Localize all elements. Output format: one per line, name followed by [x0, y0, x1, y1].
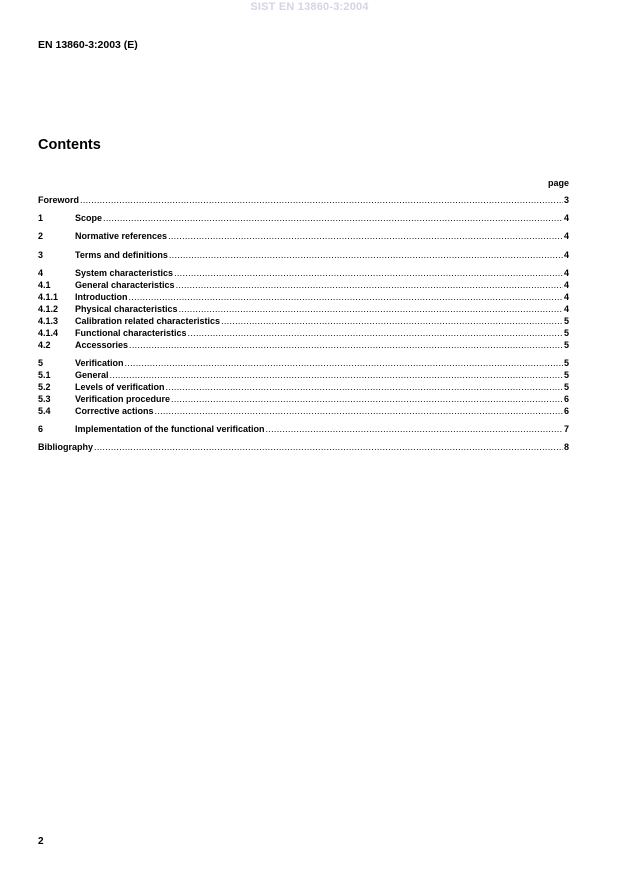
toc-entry-title: Verification procedure	[75, 394, 171, 404]
toc-entry[interactable]	[38, 382, 569, 393]
toc-entry-title: Implementation of the functional verification	[75, 424, 265, 434]
toc-entry-page: 4	[563, 268, 569, 278]
toc-entry-number: 4.2	[38, 340, 51, 350]
toc-entry-number: 5.3	[38, 394, 51, 404]
toc-dot-leader	[110, 370, 563, 381]
toc-entry-page: 4	[563, 213, 569, 223]
toc-entry-title: System characteristics	[75, 268, 174, 278]
toc-entry[interactable]	[38, 292, 569, 303]
toc-dot-leader	[125, 358, 563, 369]
toc-entry-number: 4.1.1	[38, 292, 59, 302]
toc-entry-title: Bibliography	[38, 442, 94, 452]
toc-entry-page: 4	[563, 231, 569, 241]
toc-entry-page: 3	[563, 195, 569, 205]
toc-entry-page: 5	[563, 328, 569, 338]
toc-entry-page: 5	[563, 358, 569, 368]
toc-entry[interactable]	[38, 280, 569, 291]
toc-entry[interactable]	[38, 340, 569, 351]
document-id: EN 13860-3:2003 (E)	[38, 39, 138, 51]
toc-entry-page: 4	[563, 280, 569, 290]
toc-entry[interactable]	[38, 231, 569, 242]
toc-entry-title: Normative references	[75, 231, 168, 241]
toc-entry[interactable]	[38, 394, 569, 405]
toc-entry-number: 4.1.3	[38, 316, 59, 326]
toc-entry[interactable]	[38, 316, 569, 327]
toc-entry-number: 5	[38, 358, 44, 368]
toc-dot-leader	[171, 394, 563, 405]
toc-entry[interactable]	[38, 304, 569, 315]
toc-entry[interactable]	[38, 250, 569, 261]
toc-dot-leader	[94, 442, 563, 453]
toc-entry[interactable]	[38, 406, 569, 417]
toc-dot-leader	[266, 424, 563, 435]
toc-entry[interactable]	[38, 328, 569, 339]
toc-entry[interactable]	[38, 268, 569, 279]
toc-dot-leader	[129, 340, 563, 351]
toc-entry-page: 7	[563, 424, 569, 434]
toc-dot-leader	[188, 328, 563, 339]
toc-entry-page: 5	[563, 316, 569, 326]
toc-entry-page: 5	[563, 370, 569, 380]
toc-entry-title: General	[75, 370, 109, 380]
toc-entry-page: 5	[563, 382, 569, 392]
toc-dot-leader	[179, 304, 563, 315]
toc-entry-title: Verification	[75, 358, 124, 368]
toc-dot-leader	[174, 268, 563, 279]
toc-entry-title: Functional characteristics	[75, 328, 187, 338]
toc-entry-number: 4	[38, 268, 44, 278]
page-number: 2	[38, 836, 44, 847]
toc-entry-page: 6	[563, 394, 569, 404]
toc-entry[interactable]	[38, 370, 569, 381]
toc-entry-number: 5.4	[38, 406, 51, 416]
toc-entry-title: Corrective actions	[75, 406, 154, 416]
toc-entry[interactable]	[38, 213, 569, 224]
toc-dot-leader	[168, 231, 563, 242]
toc-entry[interactable]	[38, 442, 569, 453]
toc-entry-page: 8	[563, 442, 569, 452]
toc-entry-number: 4.1.4	[38, 328, 59, 338]
toc-entry-page: 4	[563, 304, 569, 314]
toc-dot-leader	[166, 382, 563, 393]
toc-entry-number: 5.2	[38, 382, 51, 392]
toc-dot-leader	[103, 213, 563, 224]
toc-entry-page: 5	[563, 340, 569, 350]
toc-entry-page: 4	[563, 250, 569, 260]
toc-entry-number: 3	[38, 250, 44, 260]
toc-entry-title: General characteristics	[75, 280, 175, 290]
toc-entry-number: 1	[38, 213, 44, 223]
toc-entry-page: 6	[563, 406, 569, 416]
toc-dot-leader	[221, 316, 563, 327]
toc-entry-number: 4.1	[38, 280, 51, 290]
contents-title: Contents	[38, 137, 101, 153]
toc-entry-number: 2	[38, 231, 44, 241]
toc-entry-title: Terms and definitions	[75, 250, 168, 260]
toc-entry-number: 4.1.2	[38, 304, 59, 314]
toc-dot-leader	[155, 406, 563, 417]
toc-dot-leader	[176, 280, 563, 291]
toc-entry-title: Physical characteristics	[75, 304, 178, 314]
toc-entry-page: 4	[563, 292, 569, 302]
toc-entry[interactable]	[38, 358, 569, 369]
toc-entry[interactable]	[38, 424, 569, 435]
toc-entry-title: Accessories	[75, 340, 129, 350]
page-column-label: page	[547, 178, 569, 188]
toc-dot-leader	[169, 250, 563, 261]
toc-entry-title: Foreword	[38, 195, 80, 205]
toc-entry-number: 6	[38, 424, 44, 434]
toc-dot-leader	[129, 292, 563, 303]
toc-dot-leader	[80, 195, 563, 206]
toc-entry-title: Calibration related characteristics	[75, 316, 221, 326]
toc-entry-title: Levels of verification	[75, 382, 165, 392]
toc-entry-number: 5.1	[38, 370, 51, 380]
watermark: SIST EN 13860-3:2004	[250, 1, 369, 13]
toc-entry-title: Scope	[75, 213, 103, 223]
toc-entry[interactable]	[38, 195, 569, 206]
toc-entry-title: Introduction	[75, 292, 128, 302]
